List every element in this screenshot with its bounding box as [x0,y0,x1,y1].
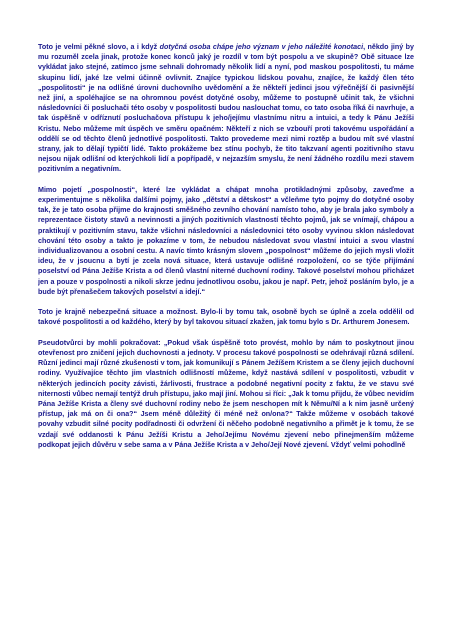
paragraph-1-text-b: , někdo jiný by mu rozuměl zcela jinak, protože konec konců jaký je rozdíl v tom být pospolu a ve skupině? Obě situace lze vykládat jako stejné, zatímco jsme sehnali dohromady několik lidí a nyní, pod maskou pospolitosti, tu máme skupinu lidí, jaké lze velmi účinně ovlivnit. Znajíce typickou lidskou povahu, znajíce, že každý člen této „pospolitosti“ je na odlišné úrovni duchovního uvědomění a že někteří jedinci jsou výřečnější či pasivnější než jiní, a spoléhajíce se na ohromnou povést dotyčné osoby, můžeme to postupně učinit tak, že všichni následovníci či posluchači této osoby v pospolitosti budou naslouchat tomu, co tato osoba říká či navrhuje, a tak úspěšně v odříznutí posluchačova přístupu k jeho/jejímu vlastnímu nitru a intuici, a tedy k Pánu Ježíši Kristu. Nebo můžeme mít úspěch ve směru opačném: Někteří z nich se vzbouří proti takovému uspořádání a oddělí se od těchto členů jednotlivé pospolitosti. Takto provedeme mezi nimi roztěp a budou mít své vlastní strany, jak to dělají typičtí lidé. Takto prokážeme bez stínu pochyb, že tito takzvaní agenti pozitivního stavu nejsou nijak odlišní od kterýchkoli lidí a popřípadě, v nejzazším smyslu, že není žádného rozdílu mezi stavem pozitivním a negativním. [38,43,414,174]
paragraph-4 [38,338,414,450]
paragraph-4-text: Pseudotvůrci by mohli pokračovat: „Pokud však úspěšně toto provést, mohlo by nám to poskytnout jinou otevřenost pro zničení jejich duchovnosti a jednoty. V procesu takové pospolnosti se odehrávají různá sdílení. Různí jedinci mají různé zkušenosti v tom, jak komunikují s Pánem Ježíšem Kristem a se členy jejich duchovní rodiny. Využívajíce těchto jim vlastních odlišností můžeme, když nastává sdílení v pospolitosti, vzbudit v některých jedincích pocity závisti, žárlivosti, frustrace a podobné negativní pocity z faktu, že ve stavu své niternosti vůbec nemají tentýž druh přístupu, jako mají jiní. Mohou si říci: „Jak k tomu přijdu, že vůbec nevidím Pána Ježíše Krista a členy své duchovní rodiny nebo že jsem neschopen mít k Němu/Ní a k nim jasně určený přístup, jak má on či ona?“ Jsem méně důležitý či méně než on/ona?“ Takže můžeme v osobách takové povahy vzbudit silné pocity podřadnosti či odvržení či něčeho podobně negativního a přimět je k tomu, že se vzdají své oddanosti k Pánu Ježíši Kristu a Jeho/Jejímu Novému zjevení nebo přinejmenším můžeme podkopat jejich důvěru v sebe sama a v Pána Ježíše Krista a v Jeho/Její Nové zjevení. Vždyť velmi pohodlně [38,338,414,449]
paragraph-1-text-a: Toto je velmi pěkné slovo, a i když [38,43,160,51]
paragraph-3-text: Toto je krajně nebezpečná situace a možnost. Bylo-li by tomu tak, osobně bych se úplně a zcela oddělil od takové pospolitosti a od každého, který by byl takovou situací zkažen, jak tomu bylo s Dr. Arthurem Jonesem. [38,308,414,327]
paragraph-1 [38,42,414,175]
paragraph-2-text: Mimo pojetí „pospolnosti“, které lze vykládat a chápat mnoha protikladnými způsoby, zaveďme a experimentujme s několika dalšími pojmy, jako „dětství a dětskost“ a včleňme tyto pojmy do dotyčné osoby tak, že je tato osoba přijme do krajnosti směšného zevního chování namísto toho, aby je brala jako symboly a reprezentace čistoty stavů a nevinnosti a jiných pozitivních vlastností těchto pojmů, jak se vnímají, chápou a praktikují v pozitivním stavu, takže všichni následovníci a následovnici této osoby vyvinou sklon následovat chování této osoby a takto je pokazíme v tom, že nebudou následovat svou vlastní intuici a svou vlastní individualizovanou a osobní cestu. A navíc tímto krásným slovem „pospolnost“ můžeme do jejich mysli vložit ideu, že v jsoucnu a bytí je zcela nová situace, která ustavuje odlišné rozpoložení, co se týče přijímání poselství od Pána Ježíše Krista a od členů vlastní niterné duchovní rodiny. Takové poselství mohou přicházet jen a pouze v pospolnosti a nikoli skrze jednu jednotlivou osobu, jakou je např. Petr, jehož posláním bylo, je a bude být přenašečem takových poselství a idejí.“ [38,185,414,296]
paragraph-2 [38,185,414,297]
paragraph-3 [38,307,414,327]
document-page [38,42,414,632]
paragraph-1-italic-phrase: dotyčná osoba chápe jeho význam v jeho náležité konotaci [159,43,364,51]
